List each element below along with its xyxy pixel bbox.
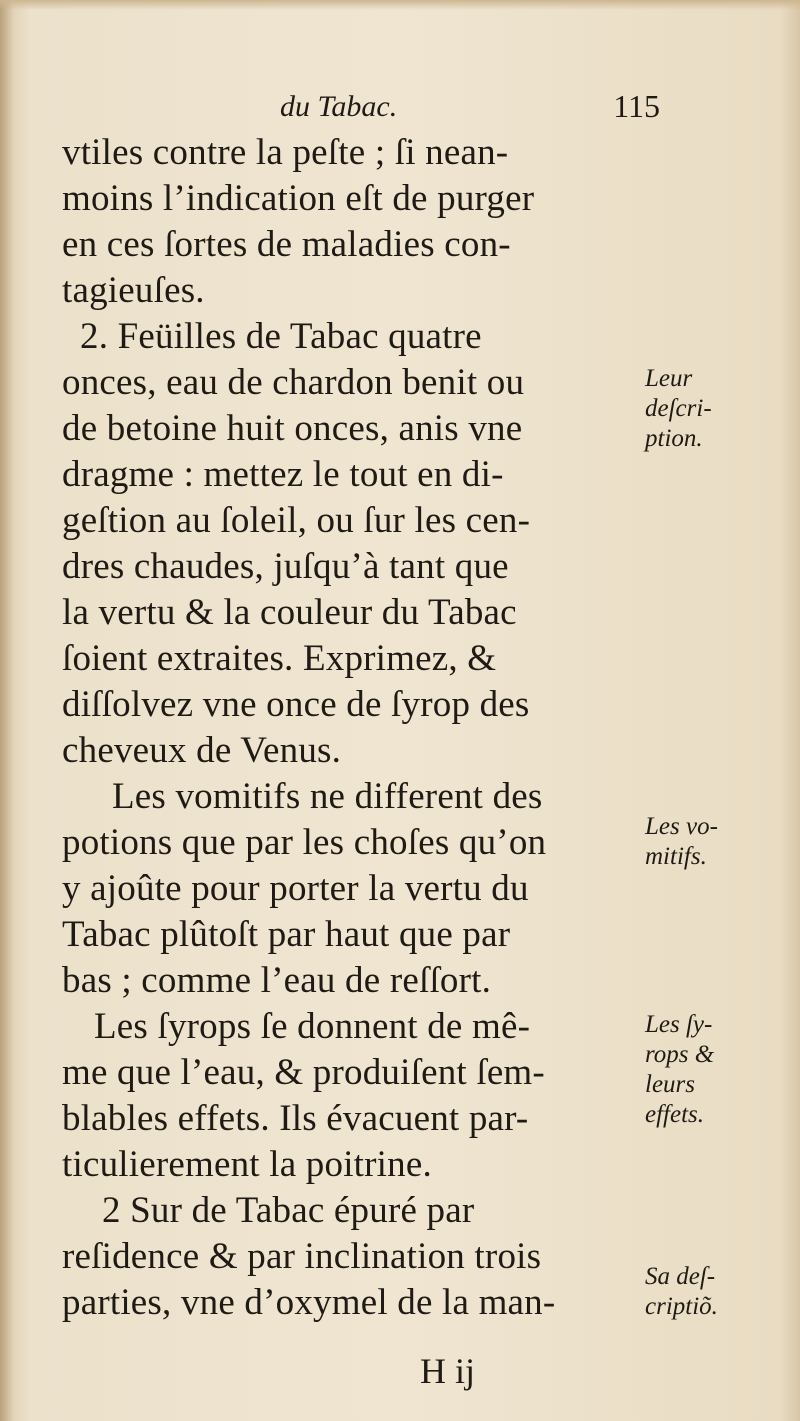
text-line: me que l’eau, & produiſent ſem- xyxy=(62,1052,545,1093)
margin-note-line: criptiõ. xyxy=(645,1293,718,1320)
text-line: ſoient extraites. Exprimez, & xyxy=(62,638,497,679)
text-line: diſſolvez vne once de ſyrop des xyxy=(62,684,530,725)
margin-note-line: effets. xyxy=(645,1101,705,1128)
margin-note-line: rops & xyxy=(645,1041,715,1068)
text-line: reſidence & par inclination trois xyxy=(62,1236,542,1277)
text-line: moins l’indication eſt de purger xyxy=(62,178,535,219)
page-number: 115 xyxy=(613,88,660,124)
text-line: blables effets. Ils évacuent par- xyxy=(62,1098,529,1139)
running-title: du Tabac. xyxy=(280,90,398,123)
text-line: dres chaudes, juſqu’à tant que xyxy=(62,546,509,587)
text-line: bas ; comme l’eau de reſſort. xyxy=(62,960,492,1001)
margin-note-line: Sa deſ- xyxy=(645,1263,716,1290)
text-line: 2 Sur de Tabac épuré par xyxy=(102,1190,475,1231)
margin-note-line: Leur xyxy=(645,365,693,392)
text-line: Tabac plûtoſt par haut que par xyxy=(62,914,511,955)
text-line: Les ſyrops ſe donnent de mê- xyxy=(94,1006,531,1047)
text-line: y ajoûte pour porter la vertu du xyxy=(62,868,529,909)
text-line: potions que par les choſes qu’on xyxy=(62,822,547,863)
margin-note-line: leurs xyxy=(645,1071,695,1098)
text-line: en ces ſortes de maladies con- xyxy=(62,224,511,265)
margin-note xyxy=(645,364,795,454)
margin-note xyxy=(645,1010,795,1130)
margin-note-line: deſcri- xyxy=(645,395,712,422)
text-line: dragme : mettez le tout en di- xyxy=(62,454,504,495)
text-line: 2. Feüilles de Tabac quatre xyxy=(80,316,482,357)
margin-note xyxy=(645,1262,795,1322)
page-edge-top xyxy=(0,0,800,10)
text-line: onces, eau de chardon benit ou xyxy=(62,362,525,403)
text-line: ticulierement la poitrine. xyxy=(62,1144,432,1185)
text-line: la vertu & la couleur du Tabac xyxy=(62,592,517,633)
text-line: vtiles contre la peſte ; ſi nean- xyxy=(62,132,509,173)
margin-note-line: Les ſy- xyxy=(645,1011,713,1038)
page-header xyxy=(280,84,660,134)
body-text xyxy=(62,130,634,1326)
text-line: tagieuſes. xyxy=(62,270,205,311)
text-line: parties, vne d’oxymel de la man- xyxy=(62,1282,556,1323)
signature-mark: H ij xyxy=(420,1351,476,1391)
text-line: cheveux de Venus. xyxy=(62,730,342,771)
margin-note xyxy=(645,812,795,872)
margin-note-line: Les vo- xyxy=(645,813,718,840)
text-line: de betoine huit onces, anis vne xyxy=(62,408,523,449)
page-edge-left xyxy=(0,0,14,1421)
margin-note-line: mitifs. xyxy=(645,843,707,870)
text-line: geſtion au ſoleil, ou ſur les cen- xyxy=(62,500,531,541)
text-line: Les vomitifs ne different des xyxy=(112,776,543,817)
margin-note-line: ption. xyxy=(645,425,703,452)
